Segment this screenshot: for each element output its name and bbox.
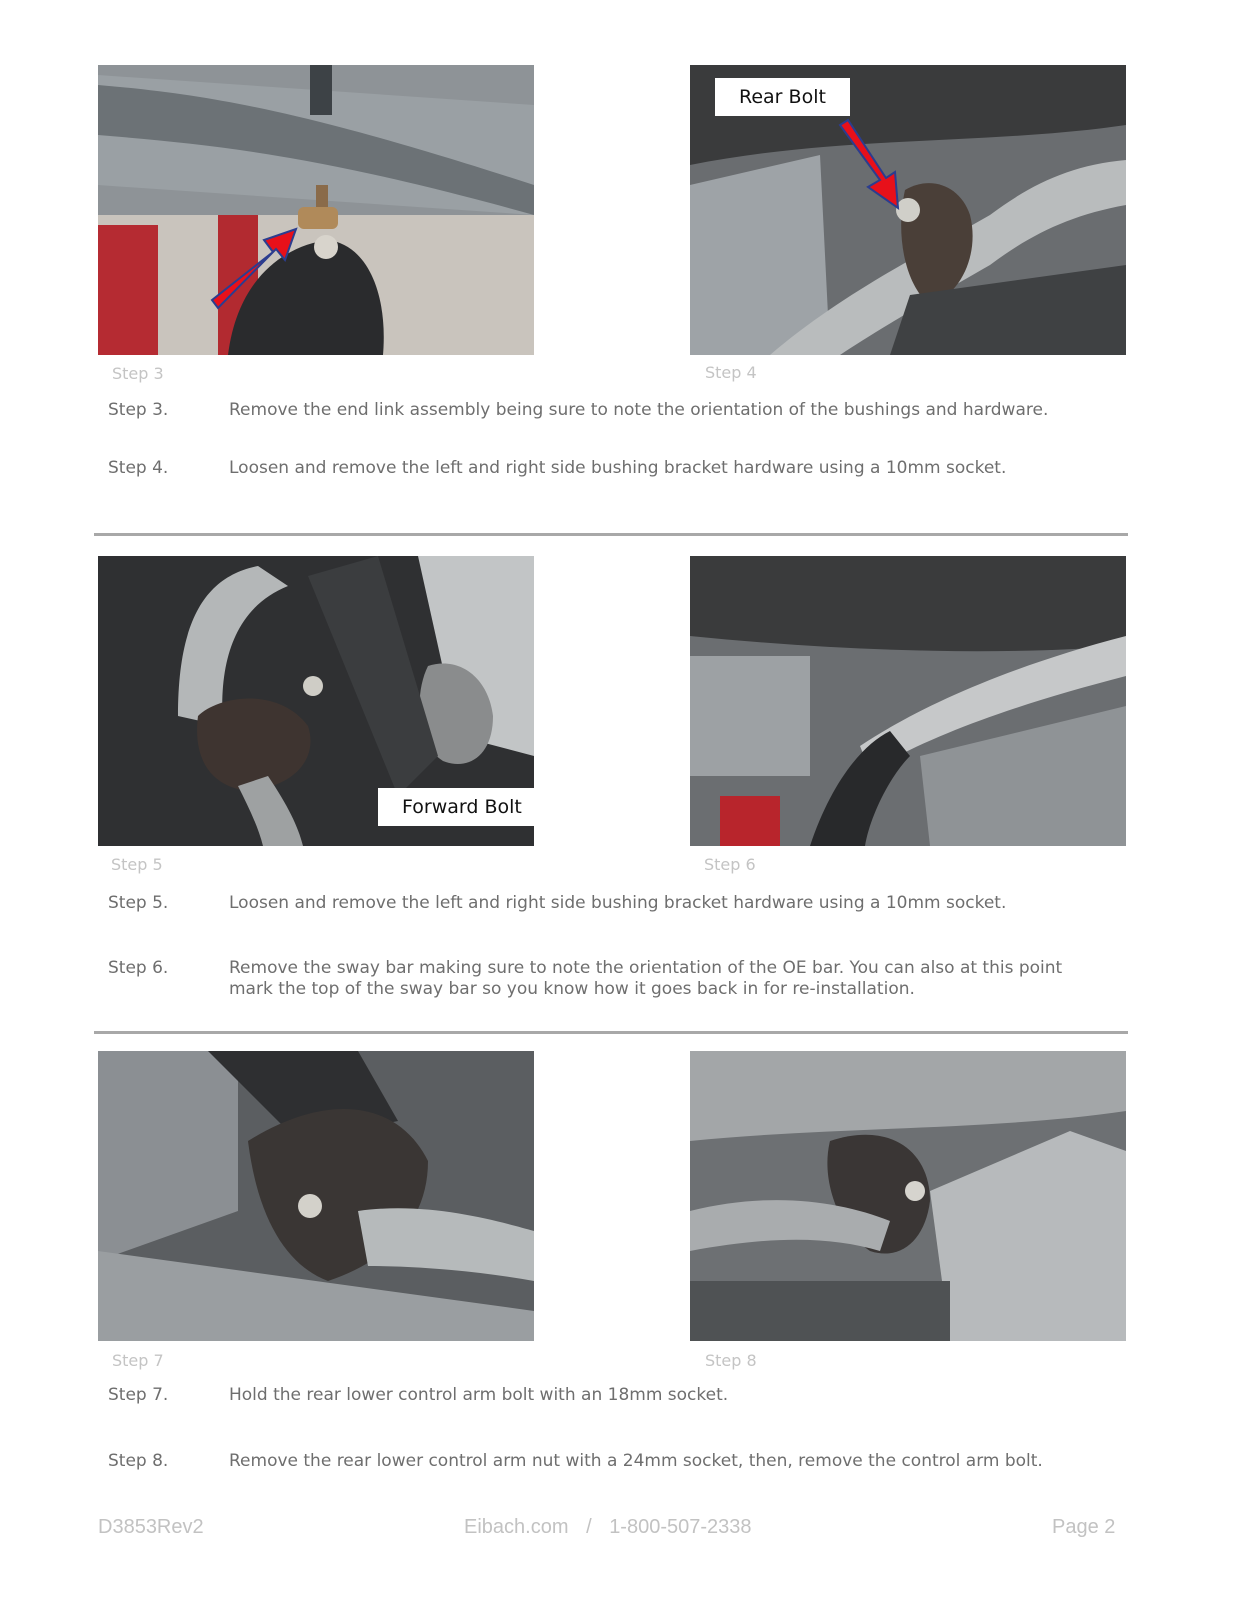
step-5-caption: Step 5 <box>111 855 163 874</box>
step-7-number: Step 7. <box>108 1385 169 1405</box>
step-5-text: Loosen and remove the left and right side bushing bracket hardware using a 10mm socket. <box>229 893 1007 913</box>
step-3-caption: Step 3 <box>112 364 164 383</box>
phone-number: 1-800-507-2338 <box>609 1516 752 1538</box>
step-6-image <box>690 556 1126 846</box>
step-5-number: Step 5. <box>108 893 169 913</box>
section-divider <box>94 1031 1128 1034</box>
step-7-text: Hold the rear lower control arm bolt with an 18mm socket. <box>229 1385 729 1405</box>
website-link[interactable]: Eibach.com <box>464 1516 569 1538</box>
step-8-text: Remove the rear lower control arm nut with a 24mm socket, then, remove the control arm bolt. <box>229 1451 1043 1471</box>
step-3-image <box>98 65 534 355</box>
footer-contact <box>464 1516 752 1539</box>
step-8-photo <box>690 1051 1126 1341</box>
document-id: D3853Rev2 <box>98 1516 204 1538</box>
rear-bolt-callout: Rear Bolt <box>715 78 850 116</box>
step-3-photo <box>98 65 534 355</box>
step-8-caption: Step 8 <box>705 1351 757 1370</box>
step-3-number: Step 3. <box>108 400 169 420</box>
step-4-number: Step 4. <box>108 458 169 478</box>
step-6-caption: Step 6 <box>704 855 756 874</box>
step-7-image <box>98 1051 534 1341</box>
section-divider <box>94 533 1128 536</box>
step-6-number: Step 6. <box>108 958 169 978</box>
step-7-photo <box>98 1051 534 1341</box>
step-7-caption: Step 7 <box>112 1351 164 1370</box>
step-4-caption: Step 4 <box>705 363 757 382</box>
step-4-text: Loosen and remove the left and right side bushing bracket hardware using a 10mm socket. <box>229 458 1007 478</box>
step-3-text: Remove the end link assembly being sure to note the orientation of the bushings and hardware. <box>229 400 1049 420</box>
page-number: Page 2 <box>1052 1516 1116 1538</box>
footer-separator: / <box>586 1516 592 1538</box>
step-6-photo <box>690 556 1126 846</box>
step-8-image <box>690 1051 1126 1341</box>
step-6-text: Remove the sway bar making sure to note the orientation of the OE bar. You can also at this point mark the top of the sway bar so you know how it goes back in for re-installation. <box>229 958 1063 999</box>
forward-bolt-callout: Forward Bolt <box>378 788 546 826</box>
step-8-number: Step 8. <box>108 1451 169 1471</box>
